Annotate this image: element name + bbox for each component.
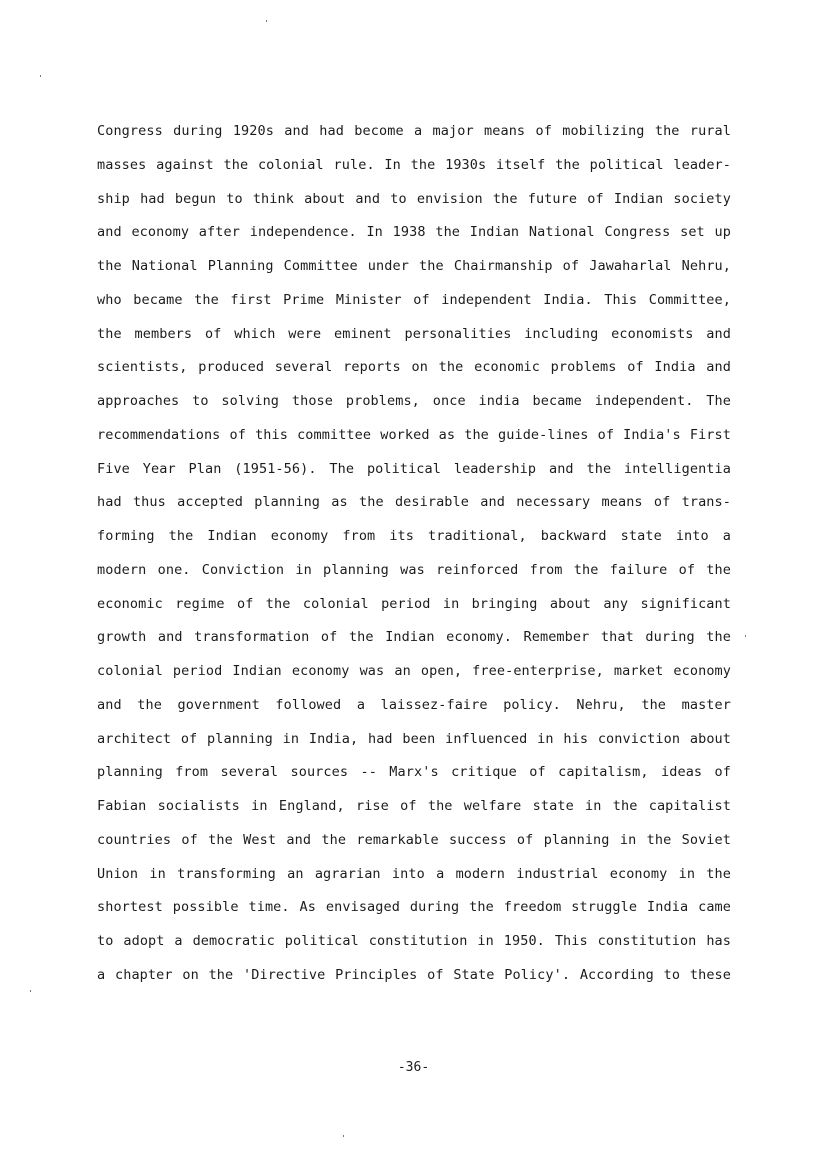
text-line: countries of the West and the remarkable success of planning in the Soviet	[97, 831, 731, 848]
text-line: growth and transformation of the Indian economy. Remember that during the	[97, 629, 731, 646]
text-line: architect of planning in India, had been influenced in his conviction about	[97, 730, 731, 747]
text-line: shortest possible time. As envisaged during the freedom struggle India came	[97, 899, 731, 916]
text-line: Five Year Plan (1951-56). The political leadership and the intelligentia	[97, 460, 731, 477]
text-line: planning from several sources -- Marx's critique of capitalism, ideas of	[97, 764, 731, 781]
body-text	[97, 117, 731, 995]
text-line: scientists, produced several reports on the economic problems of India and	[97, 359, 731, 376]
scan-speck	[343, 1135, 344, 1137]
text-line: ship had begun to think about and to envision the future of Indian society	[97, 190, 731, 207]
text-line: recommendations of this committee worked as the guide-lines of India's First	[97, 426, 731, 443]
scan-speck	[266, 20, 267, 22]
text-line: masses against the colonial rule. In the 1930s itself the political leader-	[97, 156, 731, 173]
scan-speck	[40, 75, 41, 77]
text-line: approaches to solving those problems, once india became independent. The	[97, 393, 731, 409]
scan-speck	[30, 990, 31, 992]
text-line: had thus accepted planning as the desirable and necessary means of trans-	[97, 494, 731, 511]
text-line: colonial period Indian economy was an open, free-enterprise, market economy	[97, 663, 731, 679]
text-line: forming the Indian economy from its traditional, backward state into a	[97, 528, 731, 544]
page-number: -36-	[397, 1060, 430, 1075]
text-line: modern one. Conviction in planning was reinforced from the failure of the	[97, 561, 731, 578]
text-line: Union in transforming an agrarian into a modern industrial economy in the	[97, 865, 731, 882]
text-line: economic regime of the colonial period in bringing about any significant	[97, 595, 731, 612]
text-line: Fabian socialists in England, rise of the welfare state in the capitalist	[97, 798, 731, 814]
text-line: the National Planning Committee under the Chairmanship of Jawaharlal Nehru,	[97, 258, 731, 274]
text-line: and the government followed a laissez-faire policy. Nehru, the master	[97, 696, 731, 713]
text-line: a chapter on the 'Directive Principles of State Policy'. According to these	[97, 966, 731, 983]
scan-speck	[745, 635, 746, 637]
text-line: to adopt a democratic political constitution in 1950. This constitution has	[97, 933, 731, 949]
text-line: who became the first Prime Minister of independent India. This Committee,	[97, 291, 731, 308]
text-line: Congress during 1920s and had become a major means of mobilizing the rural	[97, 123, 731, 139]
text-line: the members of which were eminent personalities including economists and	[97, 325, 731, 342]
text-line: and economy after independence. In 1938 the Indian National Congress set up	[97, 224, 731, 241]
